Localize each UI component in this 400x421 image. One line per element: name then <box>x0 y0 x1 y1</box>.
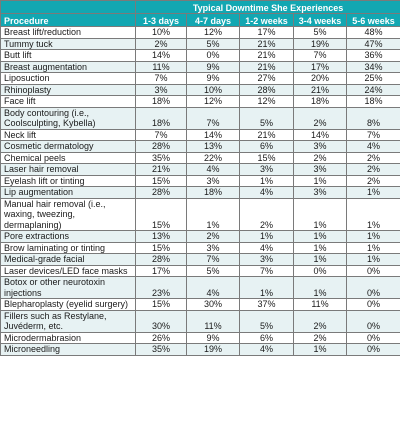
percent-cell: 7% <box>136 129 187 141</box>
percent-cell: 3% <box>187 242 240 254</box>
percent-cell: 4% <box>187 164 240 176</box>
percent-cell: 2% <box>294 107 347 129</box>
percent-cell: 11% <box>136 61 187 73</box>
percent-cell: 1% <box>347 198 400 231</box>
table-row <box>1 61 400 73</box>
percent-cell: 6% <box>240 141 294 153</box>
percent-cell: 2% <box>136 38 187 50</box>
table-row <box>1 73 400 85</box>
table-row <box>1 164 400 176</box>
percent-cell: 30% <box>187 299 240 311</box>
percent-cell: 11% <box>294 299 347 311</box>
percent-cell: 0% <box>347 277 400 299</box>
percent-cell: 28% <box>240 84 294 96</box>
procedure-name: Eyelash lift or tinting <box>1 175 136 187</box>
percent-cell: 5% <box>240 310 294 332</box>
procedure-name: Microdermabrasion <box>1 332 136 344</box>
percent-cell: 0% <box>187 50 240 62</box>
procedure-name: Neck lift <box>1 129 136 141</box>
table-row <box>1 96 400 108</box>
percent-cell: 17% <box>294 61 347 73</box>
percent-cell: 3% <box>294 164 347 176</box>
percent-cell: 18% <box>136 96 187 108</box>
percent-cell: 21% <box>240 129 294 141</box>
percent-cell: 7% <box>294 50 347 62</box>
procedure-name: Chemical peels <box>1 152 136 164</box>
percent-cell: 2% <box>294 310 347 332</box>
table-row <box>1 277 400 299</box>
table-row <box>1 141 400 153</box>
percent-cell: 35% <box>136 344 187 356</box>
percent-cell: 2% <box>294 332 347 344</box>
percent-cell: 3% <box>187 175 240 187</box>
percent-cell: 9% <box>187 73 240 85</box>
procedure-name: Liposuction <box>1 73 136 85</box>
percent-cell: 10% <box>187 84 240 96</box>
group-header-title: Typical Downtime She Experiences <box>136 1 400 14</box>
percent-cell: 35% <box>136 152 187 164</box>
percent-cell: 11% <box>187 310 240 332</box>
percent-cell: 3% <box>240 164 294 176</box>
percent-cell: 7% <box>187 107 240 129</box>
procedure-name: Tummy tuck <box>1 38 136 50</box>
table-row <box>1 84 400 96</box>
percent-cell: 2% <box>240 198 294 231</box>
group-header-spacer <box>1 1 136 14</box>
table-row <box>1 187 400 199</box>
percent-cell: 18% <box>294 96 347 108</box>
percent-cell: 27% <box>240 73 294 85</box>
percent-cell: 5% <box>187 265 240 277</box>
percent-cell: 0% <box>347 332 400 344</box>
percent-cell: 1% <box>294 175 347 187</box>
percent-cell: 12% <box>187 96 240 108</box>
percent-cell: 15% <box>136 242 187 254</box>
procedure-name: Blepharoplasty (eyelid surgery) <box>1 299 136 311</box>
column-header-procedure: Procedure <box>1 14 136 27</box>
procedure-name: Pore extractions <box>1 231 136 243</box>
percent-cell: 14% <box>136 50 187 62</box>
percent-cell: 30% <box>136 310 187 332</box>
percent-cell: 9% <box>187 332 240 344</box>
percent-cell: 5% <box>240 107 294 129</box>
percent-cell: 21% <box>136 164 187 176</box>
table-row <box>1 38 400 50</box>
percent-cell: 15% <box>136 175 187 187</box>
percent-cell: 9% <box>187 61 240 73</box>
percent-cell: 12% <box>187 27 240 39</box>
percent-cell: 0% <box>347 299 400 311</box>
procedure-name: Manual hair removal (i.e., waxing, tweezing, dermaplaning) <box>1 198 136 231</box>
percent-cell: 7% <box>187 254 240 266</box>
procedure-name: Lip augmentation <box>1 187 136 199</box>
procedure-name: Breast lift/reduction <box>1 27 136 39</box>
table-row <box>1 332 400 344</box>
percent-cell: 28% <box>136 187 187 199</box>
percent-cell: 1% <box>294 242 347 254</box>
column-header-1-3-days: 1-3 days <box>136 14 187 27</box>
percent-cell: 0% <box>347 344 400 356</box>
percent-cell: 4% <box>240 187 294 199</box>
percent-cell: 5% <box>187 38 240 50</box>
table-row <box>1 50 400 62</box>
table-row <box>1 344 400 356</box>
table-row <box>1 310 400 332</box>
percent-cell: 3% <box>136 84 187 96</box>
table-row <box>1 265 400 277</box>
percent-cell: 14% <box>294 129 347 141</box>
percent-cell: 1% <box>347 242 400 254</box>
percent-cell: 1% <box>347 231 400 243</box>
percent-cell: 1% <box>347 254 400 266</box>
column-header-5-6-weeks: 5-6 weeks <box>347 14 400 27</box>
procedure-name: Body contouring (i.e., Coolsculpting, Kybella) <box>1 107 136 129</box>
percent-cell: 1% <box>240 231 294 243</box>
percent-cell: 5% <box>294 27 347 39</box>
table-row <box>1 242 400 254</box>
percent-cell: 4% <box>187 277 240 299</box>
percent-cell: 1% <box>294 254 347 266</box>
percent-cell: 6% <box>240 332 294 344</box>
procedure-name: Rhinoplasty <box>1 84 136 96</box>
percent-cell: 3% <box>240 254 294 266</box>
table-row <box>1 129 400 141</box>
percent-cell: 15% <box>136 299 187 311</box>
percent-cell: 47% <box>347 38 400 50</box>
percent-cell: 1% <box>240 175 294 187</box>
percent-cell: 21% <box>240 38 294 50</box>
percent-cell: 19% <box>294 38 347 50</box>
percent-cell: 20% <box>294 73 347 85</box>
percent-cell: 2% <box>294 152 347 164</box>
procedure-name: Cosmetic dermatology <box>1 141 136 153</box>
column-header-4-7-days: 4-7 days <box>187 14 240 27</box>
procedure-name: Brow laminating or tinting <box>1 242 136 254</box>
percent-cell: 15% <box>136 198 187 231</box>
percent-cell: 1% <box>347 187 400 199</box>
percent-cell: 1% <box>240 277 294 299</box>
percent-cell: 8% <box>347 107 400 129</box>
percent-cell: 1% <box>294 231 347 243</box>
percent-cell: 15% <box>240 152 294 164</box>
table-row <box>1 27 400 39</box>
procedure-name: Medical-grade facial <box>1 254 136 266</box>
percent-cell: 17% <box>136 265 187 277</box>
percent-cell: 12% <box>240 96 294 108</box>
procedure-name: Face lift <box>1 96 136 108</box>
percent-cell: 21% <box>240 50 294 62</box>
table-row <box>1 107 400 129</box>
percent-cell: 18% <box>136 107 187 129</box>
percent-cell: 28% <box>136 254 187 266</box>
percent-cell: 3% <box>294 141 347 153</box>
procedure-name: Laser hair removal <box>1 164 136 176</box>
percent-cell: 28% <box>136 141 187 153</box>
percent-cell: 0% <box>347 265 400 277</box>
column-header-1-2-weeks: 1-2 weeks <box>240 14 294 27</box>
percent-cell: 21% <box>240 61 294 73</box>
percent-cell: 36% <box>347 50 400 62</box>
percent-cell: 7% <box>240 265 294 277</box>
percent-cell: 1% <box>294 344 347 356</box>
percent-cell: 7% <box>347 129 400 141</box>
percent-cell: 2% <box>347 175 400 187</box>
percent-cell: 2% <box>347 152 400 164</box>
percent-cell: 13% <box>136 231 187 243</box>
percent-cell: 24% <box>347 84 400 96</box>
column-header-row <box>1 14 400 27</box>
percent-cell: 0% <box>347 310 400 332</box>
percent-cell: 1% <box>294 277 347 299</box>
percent-cell: 7% <box>136 73 187 85</box>
percent-cell: 37% <box>240 299 294 311</box>
column-header-3-4-weeks: 3-4 weeks <box>294 14 347 27</box>
table-row <box>1 299 400 311</box>
procedure-name: Laser devices/LED face masks <box>1 265 136 277</box>
percent-cell: 18% <box>347 96 400 108</box>
percent-cell: 2% <box>187 231 240 243</box>
percent-cell: 0% <box>294 265 347 277</box>
table-row <box>1 152 400 164</box>
percent-cell: 25% <box>347 73 400 85</box>
procedure-name: Botox or other neurotoxin injections <box>1 277 136 299</box>
percent-cell: 48% <box>347 27 400 39</box>
group-header-row <box>1 1 400 14</box>
percent-cell: 26% <box>136 332 187 344</box>
percent-cell: 1% <box>187 198 240 231</box>
percent-cell: 4% <box>347 141 400 153</box>
table-row <box>1 254 400 266</box>
percent-cell: 2% <box>347 164 400 176</box>
percent-cell: 23% <box>136 277 187 299</box>
percent-cell: 17% <box>240 27 294 39</box>
percent-cell: 34% <box>347 61 400 73</box>
percent-cell: 18% <box>187 187 240 199</box>
percent-cell: 21% <box>294 84 347 96</box>
procedure-name: Fillers such as Restylane, Juvéderm, etc. <box>1 310 136 332</box>
percent-cell: 4% <box>240 344 294 356</box>
percent-cell: 4% <box>240 242 294 254</box>
procedure-name: Microneedling <box>1 344 136 356</box>
procedure-name: Butt lift <box>1 50 136 62</box>
table-row <box>1 198 400 231</box>
percent-cell: 3% <box>294 187 347 199</box>
table-row <box>1 175 400 187</box>
table-row <box>1 231 400 243</box>
percent-cell: 1% <box>294 198 347 231</box>
table-body <box>1 27 400 356</box>
percent-cell: 14% <box>187 129 240 141</box>
percent-cell: 10% <box>136 27 187 39</box>
procedure-name: Breast augmentation <box>1 61 136 73</box>
percent-cell: 19% <box>187 344 240 356</box>
percent-cell: 13% <box>187 141 240 153</box>
percent-cell: 22% <box>187 152 240 164</box>
